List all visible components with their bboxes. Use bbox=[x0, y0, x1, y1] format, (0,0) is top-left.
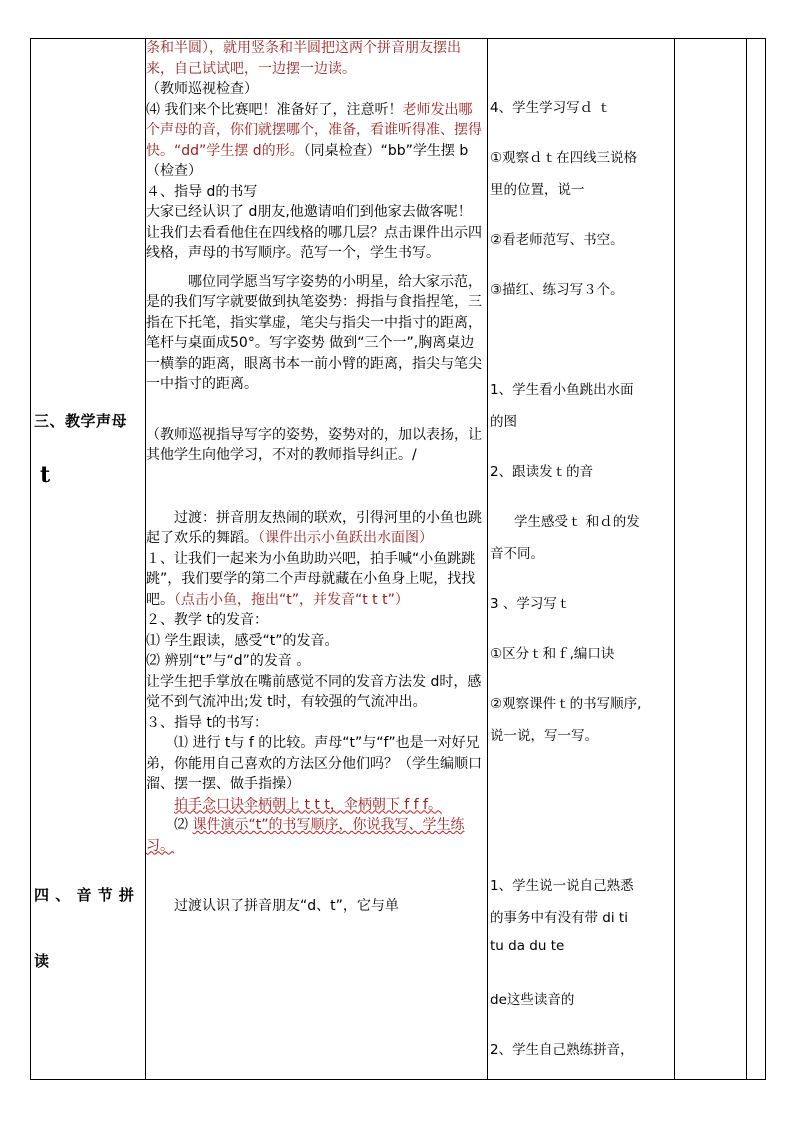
column-divider-4 bbox=[746, 38, 747, 1080]
item-distinguish-t-d: ⑵ 辨别“t”与“d”的发音 。 bbox=[146, 653, 311, 669]
paragraph-transition-fish: 过渡：拼音朋友热闹的联欢，引得河里的小鱼也跳起了欢乐的舞蹈。（课件出示小鱼跃出水面图） bbox=[146, 509, 482, 546]
column-divider-3 bbox=[674, 38, 675, 1080]
paragraph-four-line-grid: 大家已经认识了 d朋友,他邀请咱们到他家去做客呢！让我们去看看他住在四线格的哪几层？点击课件出示四线格，声母的书写顺序。范写一个，学生书写。 bbox=[146, 204, 482, 261]
student-item-observe-order-cont: 说一说，写一写。 bbox=[490, 728, 598, 744]
heading-guide-d-writing: ４、指导 d的书写 bbox=[146, 183, 258, 200]
paragraph-transition-syllables: 过渡认识了拼音朋友“d、t”，它与单 bbox=[174, 898, 399, 914]
paragraph-teacher-check: （教师巡视检查） bbox=[146, 81, 258, 97]
section-four-title-line2: 读 bbox=[34, 952, 50, 970]
student-item-learn-write-t: 3 、学习写ｔ bbox=[490, 596, 571, 612]
column-divider-2 bbox=[487, 38, 488, 1080]
student-item-read-t: 2、跟读发ｔ的音 bbox=[490, 464, 594, 480]
student-item-observe-order: ②观察课件ｔ的书写顺序, bbox=[490, 696, 642, 712]
student-item-see-fish-cont: 的图 bbox=[490, 414, 517, 430]
student-item-see-fish: 1、学生看小鱼跳出水面 bbox=[490, 382, 634, 398]
paragraph-courseware-demo: ⑵ 课件演示“t”的书写顺序，你说我写、学生练习。 bbox=[146, 817, 465, 854]
paragraph-fish-jump: １、让我们一起来为小鱼助助兴吧，拍手喊“小鱼跳跳跳”，我们要学的第二个声母就藏在小鱼身上呢，找找吧。（点击小鱼，拖出“t”，并发音“t t t”） bbox=[146, 550, 476, 608]
paragraph-build-letters: 条和半圆），就用竖条和半圆把这两个拼音朋友摆出来，自己试试吧，一边摆一边读。 bbox=[146, 40, 461, 77]
paragraph-airflow: 让学生把手掌放在嘴前感觉不同的发音方法发 d时，感觉不到气流冲出;发 t时，有较强的气流冲出。 bbox=[146, 673, 482, 710]
student-item-syllable-list: tu da du te bbox=[490, 938, 565, 954]
heading-teach-t-sound: ２、教学 t的发音： bbox=[146, 612, 268, 628]
student-item-trace-practice: ③描红、练习写３个。 bbox=[490, 282, 624, 298]
section-three-letter: t bbox=[40, 462, 51, 488]
paragraph-competition: ⑷ 我们来个比赛吧！准备好了，注意听！老师发出哪个声母的音，你们就摆哪个，准备，看谁听得准、摆得快。“dd”学生摆 d的形。（同桌检查）“bb”学生摆 b（检查） bbox=[146, 101, 482, 179]
section-four-title-line1: 四 、 音 节 拼 bbox=[34, 886, 135, 904]
student-item-learn-write: 4、学生学习写ｄ ｔ bbox=[490, 100, 611, 116]
student-item-familiar-sounds-cont: 的事务中有没有带 di ti bbox=[490, 910, 628, 926]
student-item-feel-difference: 学生感受ｔ 和ｄ的发 bbox=[514, 514, 640, 530]
student-item-familiar-sounds: 1、学生说一说自己熟悉 bbox=[490, 878, 634, 894]
student-item-feel-difference-cont: 音不同。 bbox=[490, 546, 544, 562]
heading-guide-t-writing: ３、指导 t的书写： bbox=[146, 714, 268, 731]
paragraph-writing-posture: 哪位同学愿当写字姿势的小明星，给大家示范， 是的我们写字就要做到执笔姿势：拇指与食指捏笔，三指在下托笔，指实掌虚，笔尖与指尖一中指寸的距离，笔杆与桌面成50°。写字姿势 做到“三个一”,胸离桌边一横拳的距离，眼离书本一前小臂的距离，指尖与笔尖一中指寸的距离。 bbox=[146, 273, 482, 392]
student-item-watch-teacher: ②看老师范写、书空。 bbox=[490, 232, 624, 248]
section-three-title: 三、教学声母 bbox=[34, 412, 128, 430]
student-item-observe-cont: 里的位置，说一 bbox=[490, 182, 585, 198]
paragraph-teacher-guidance: （教师巡视指导写字的姿势，姿势对的，加以表扬，让其他学生向他学习，不对的教师指导纠正。/ bbox=[146, 426, 482, 463]
teacher-activity-column bbox=[146, 38, 484, 1080]
paragraph-chant: 拍手念口诀伞柄朝上 t t t，伞柄朝下 f f f。 bbox=[174, 796, 442, 813]
student-item-observe: ①观察ｄｔ在四线三说格 bbox=[490, 150, 638, 166]
paragraph-compare-t-f: ⑴ 进行 t与 f 的比较。声母“t”与“f”也是一对好兄弟，你能用自己喜欢的方法区分他们吗？（学生编顺口溜、摆一摆、做手指操） bbox=[146, 735, 482, 792]
student-item-syllable-list-cont: de这些读音的 bbox=[490, 992, 575, 1008]
row-divider-top bbox=[674, 38, 766, 39]
item-follow-reading: ⑴ 学生跟读，感受“t”的发音。 bbox=[146, 632, 339, 649]
student-item-distinguish-t-f: ①区分ｔ和ｆ,编口诀 bbox=[490, 646, 615, 662]
student-item-practice-pinyin: 2、学生自己熟练拼音， bbox=[490, 1042, 634, 1058]
